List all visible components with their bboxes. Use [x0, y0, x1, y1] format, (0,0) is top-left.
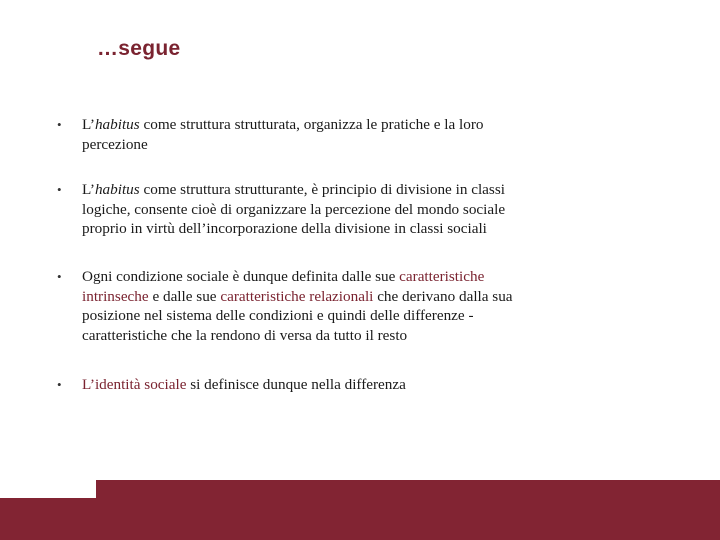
- slide-title: …segue: [97, 37, 181, 60]
- bullet-2-line2: logiche, consente cioè di organizzare la percezione del mondo sociale: [82, 200, 506, 218]
- bullet-3-highlight-3: caratteristiche relazionali: [220, 287, 374, 305]
- bullet-dot: •: [57, 377, 62, 392]
- bullet-2-prefix: L’: [82, 181, 95, 198]
- bullet-3-line2-mid: e dalle sue: [148, 287, 221, 305]
- bullet-3-highlight-1: caratteristiche: [399, 268, 485, 285]
- bullet-3-line4: caratteristiche che la rendono di versa da tutto il resto: [82, 326, 408, 344]
- bullet-text-3: [82, 267, 602, 345]
- bullet-3-line2-end: che derivano dalla sua: [373, 287, 513, 305]
- footer-notch: [0, 480, 96, 498]
- bullet-text-1: [82, 115, 602, 154]
- bullet-1-line1: come struttura strutturata, organizza le pratiche e la loro: [139, 116, 484, 133]
- bullet-dot: •: [57, 117, 62, 132]
- bullet-3-line3: posizione nel sistema delle condizioni e quindi delle differenze -: [82, 307, 474, 325]
- bullet-dot: •: [57, 269, 62, 284]
- bullet-2-italic-term: habitus: [94, 181, 140, 198]
- bullet-4-highlight: L’identità sociale: [82, 376, 187, 393]
- bullet-3-highlight-2: intrinseche: [82, 287, 149, 305]
- bullet-dot: •: [57, 182, 62, 197]
- bullet-1-prefix: L’: [82, 116, 95, 133]
- footer-bar: [0, 480, 720, 540]
- bullet-text-4: [82, 375, 602, 395]
- bullet-2-line1: come struttura strutturante, è principio di divisione in classi: [139, 181, 505, 198]
- bullet-1-italic-term: habitus: [94, 116, 140, 133]
- bullet-text-2: [82, 180, 602, 239]
- bullet-1-line2: percezione: [82, 135, 148, 153]
- bullet-4-rest: si definisce dunque nella differenza: [186, 376, 406, 393]
- bullet-2-line3: proprio in virtù dell’incorporazione della divisione in classi sociali: [82, 220, 487, 238]
- bullet-3-line1: Ogni condizione sociale è dunque definita dalle sue: [82, 268, 400, 285]
